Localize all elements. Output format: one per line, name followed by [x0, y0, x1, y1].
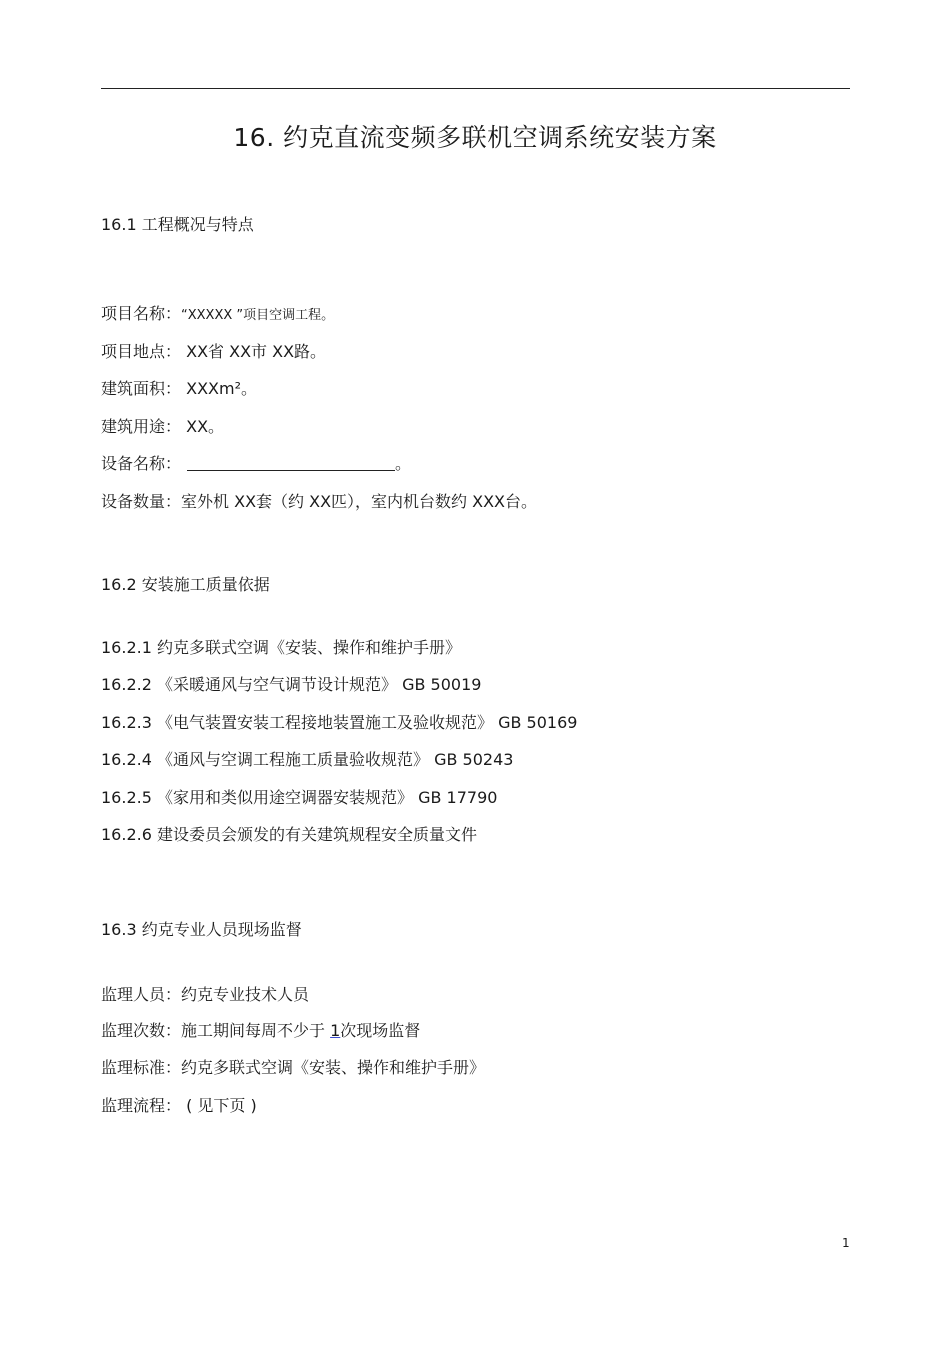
- times-value-post: 次现场监督: [340, 1021, 421, 1040]
- equip-name-suffix: 。: [395, 454, 412, 473]
- supervision-standard-line: [101, 1058, 485, 1078]
- page-title: 16. 约克直流变频多联机空调系统安装方案: [233, 123, 717, 152]
- staff-value: 约克专业技术人员: [181, 985, 310, 1004]
- basis-item: 16.2.5 《家用和类似用途空调器安装规范》 GB 17790: [101, 788, 498, 807]
- process-label: 监理流程：: [101, 1096, 182, 1115]
- equipment-name-line: [101, 454, 411, 474]
- project-name-label: 项目名称：: [101, 304, 182, 323]
- supervision-process-line: [101, 1096, 257, 1116]
- equip-name-blank: [187, 455, 395, 471]
- equip-qty-label: 设备数量：: [101, 492, 182, 511]
- section-heading-16-1: 16.1 工程概况与特点: [101, 215, 254, 234]
- basis-item: 16.2.3 《电气装置安装工程接地装置施工及验收规范》 GB 50169: [101, 713, 578, 732]
- project-name-value: “XXXXX ”: [181, 308, 244, 323]
- times-label: 监理次数：: [101, 1021, 182, 1040]
- project-location-line: [101, 342, 326, 362]
- basis-item: 16.2.6 建设委员会颁发的有关建筑规程安全质量文件: [101, 825, 477, 844]
- section-heading-16-2: 16.2 安装施工质量依据: [101, 575, 270, 594]
- supervisor-staff-line: [101, 985, 309, 1005]
- building-area-line: [101, 379, 257, 399]
- staff-label: 监理人员：: [101, 985, 182, 1004]
- page-number: 1: [842, 1236, 850, 1250]
- supervision-times-line: [101, 1021, 420, 1041]
- location-value: XX省 XX市 XX路。: [181, 342, 327, 361]
- standard-value: 约克多联式空调《安装、操作和维护手册》: [181, 1058, 486, 1077]
- area-label: 建筑面积：: [101, 379, 182, 398]
- project-name-line: [101, 304, 334, 326]
- equipment-quantity-line: [101, 492, 537, 512]
- times-value-number: 1: [330, 1021, 341, 1040]
- basis-item: 16.2.1 约克多联式空调《安装、操作和维护手册》: [101, 638, 461, 657]
- building-use-line: [101, 417, 224, 437]
- basis-item: 16.2.2 《采暖通风与空气调节设计规范》 GB 50019: [101, 675, 482, 694]
- section-heading-16-3: 16.3 约克专业人员现场监督: [101, 920, 302, 939]
- process-value: ( 见下页 ): [181, 1096, 257, 1115]
- area-value: XXXm²。: [181, 379, 257, 398]
- location-label: 项目地点：: [101, 342, 182, 361]
- header-rule: [101, 88, 850, 89]
- project-name-suffix: 项目空调工程。: [243, 308, 335, 323]
- basis-item: 16.2.4 《通风与空调工程施工质量验收规范》 GB 50243: [101, 750, 514, 769]
- standard-label: 监理标准：: [101, 1058, 182, 1077]
- use-label: 建筑用途：: [101, 417, 182, 436]
- use-value: XX。: [181, 417, 225, 436]
- times-value-pre: 施工期间每周不少于: [181, 1021, 331, 1040]
- equip-name-label: 设备名称：: [101, 454, 182, 473]
- equip-qty-value: 室外机 XX套（约 XX匹），室内机台数约 XXX台。: [181, 492, 538, 511]
